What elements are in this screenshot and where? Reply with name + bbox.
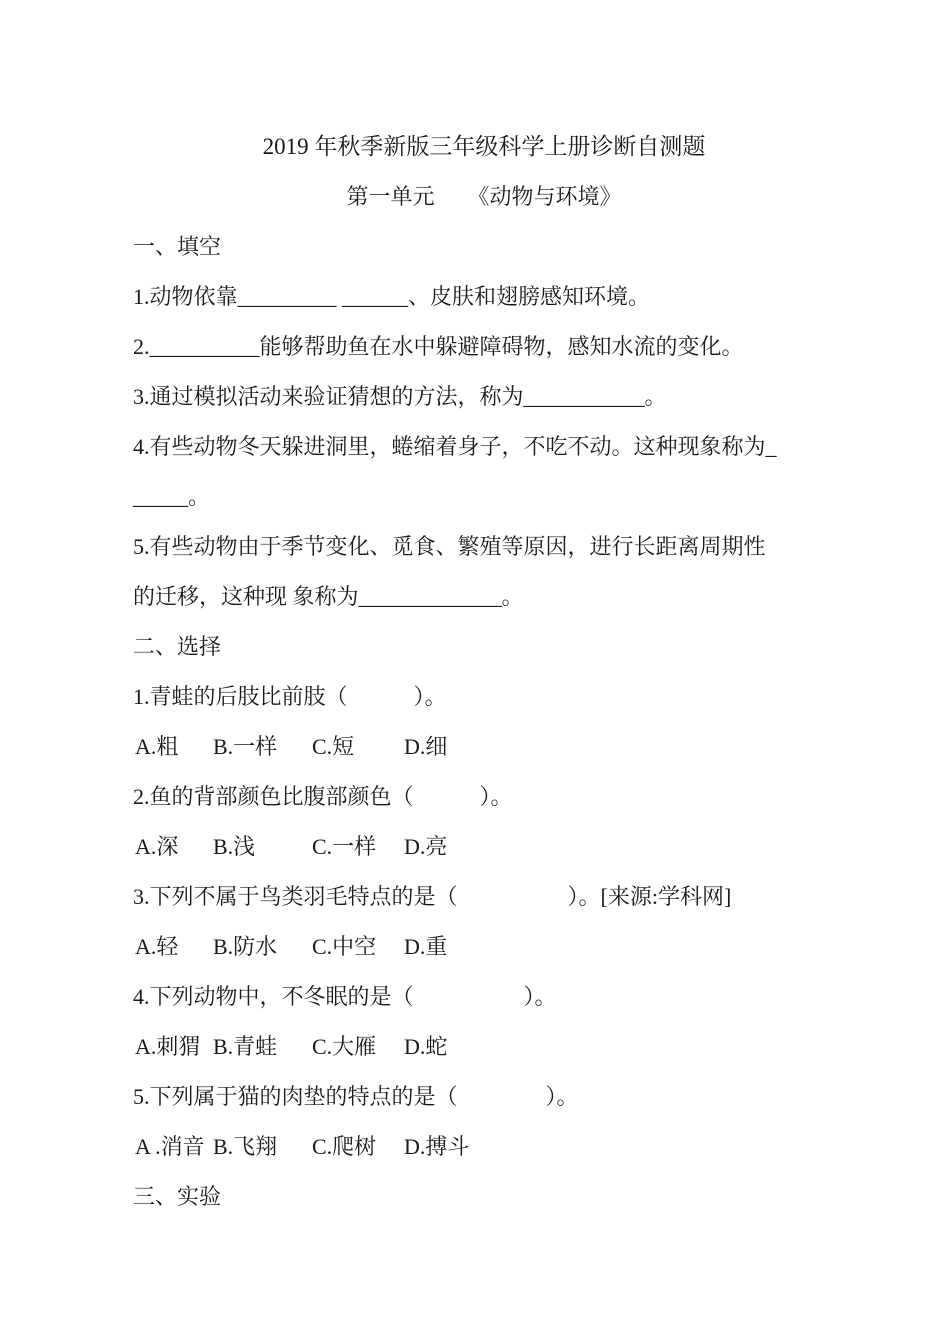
fill-item-5-continuation: 的迁移，这种现 象称为_____________。: [133, 584, 524, 609]
section-1-heading: 一、填空: [133, 234, 222, 259]
section-2-heading: 二、选择: [133, 634, 222, 659]
q2-option-d: D.亮: [404, 834, 448, 859]
choice-q5-options: [133, 1122, 835, 1172]
choice-q5-stem: 5.下列属于猫的肉垫的特点的是（ ）。: [133, 1084, 579, 1109]
section-3-heading: 三、实验: [133, 1184, 222, 1209]
q3-option-b: B.防水: [213, 934, 278, 959]
q4-option-d: D.蛇: [404, 1034, 448, 1059]
fill-item-2: 2.__________能够帮助鱼在水中躲避障碍物，感知水流的变化。: [133, 334, 744, 359]
fill-item-1: 1.动物依靠_________ ______、皮肤和翅膀感知环境。: [133, 284, 651, 309]
q5-option-a: A .消音: [135, 1134, 205, 1159]
q5-option-d: D.搏斗: [404, 1134, 470, 1159]
doc-title: 2019 年秋季新版三年级科学上册诊断自测题: [262, 134, 706, 159]
choice-q3-stem: 3.下列不属于鸟类羽毛特点的是（ ）。[来源:学科网]: [133, 884, 732, 909]
q1-option-b: B.一样: [213, 734, 278, 759]
choice-q1-stem: 1.青蛙的后肢比前肢（ ）。: [133, 684, 447, 709]
choice-q4-stem: 4.下列动物中，不冬眠的是（ ）。: [133, 984, 557, 1009]
q1-option-d: D.细: [404, 734, 448, 759]
q4-option-a: A.刺猬: [135, 1034, 201, 1059]
q5-option-b: B.飞翔: [213, 1134, 278, 1159]
q2-option-a: A.深: [135, 834, 179, 859]
fill-item-4-continuation: _____。: [133, 484, 211, 509]
q2-option-c: C.一样: [312, 834, 377, 859]
q2-option-b: B.浅: [213, 834, 256, 859]
fill-item-4: 4.有些动物冬天躲进洞里，蜷缩着身子，不吃不动。这种现象称为_: [133, 434, 777, 459]
q1-option-c: C.短: [312, 734, 355, 759]
q3-option-a: A.轻: [135, 934, 179, 959]
fill-item-3: 3.通过模拟活动来验证猜想的方法，称为___________。: [133, 384, 667, 409]
q3-option-c: C.中空: [312, 934, 377, 959]
choice-q4-options: [133, 1022, 835, 1072]
q1-option-a: A.粗: [135, 734, 179, 759]
q4-option-b: B.青蛙: [213, 1034, 278, 1059]
q3-option-d: D.重: [404, 934, 448, 959]
choice-q2-stem: 2.鱼的背部颜色比腹部颜色（ ）。: [133, 784, 513, 809]
choice-q3-options: [133, 922, 835, 972]
q5-option-c: C.爬树: [312, 1134, 377, 1159]
choice-q2-options: [133, 822, 835, 872]
q4-option-c: C.大雁: [312, 1034, 377, 1059]
fill-item-5: 5.有些动物由于季节变化、觅食、繁殖等原因，进行长距离周期性: [133, 534, 766, 559]
doc-unit-heading: 第一单元 《动物与环境》: [346, 184, 622, 209]
choice-q1-options: [133, 722, 835, 772]
